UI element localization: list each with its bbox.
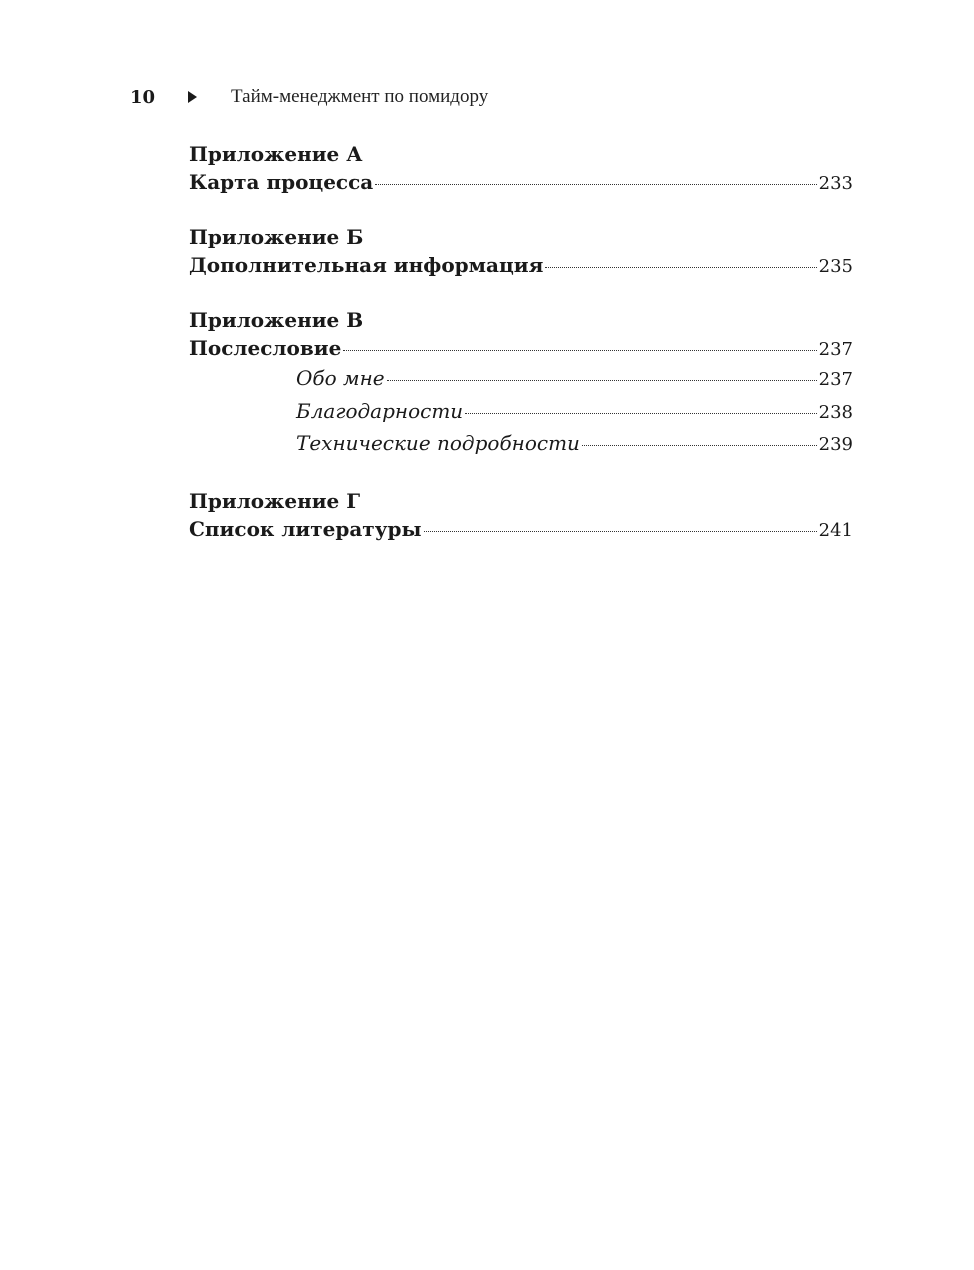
section-heading: Приложение В bbox=[189, 308, 364, 332]
toc-entry-title: Дополнительная информация bbox=[189, 253, 544, 277]
section-heading: Приложение Б bbox=[189, 225, 364, 249]
table-of-contents bbox=[189, 140, 853, 570]
toc-entry-page: 235 bbox=[818, 256, 853, 277]
toc-section-appendix-v bbox=[189, 306, 853, 460]
toc-entry-page: 241 bbox=[818, 519, 853, 541]
toc-entry-page: 233 bbox=[818, 173, 853, 194]
toc-entry-page: 237 bbox=[818, 339, 853, 360]
toc-subentry[interactable] bbox=[189, 395, 853, 428]
toc-entry-title: Послесловие bbox=[189, 336, 342, 360]
dot-leader bbox=[387, 380, 817, 381]
toc-entry-title: Благодарности bbox=[296, 398, 464, 423]
toc-section-appendix-g bbox=[189, 487, 853, 543]
dot-leader bbox=[582, 445, 817, 446]
toc-entry-title: Карта процесса bbox=[189, 170, 374, 194]
toc-subentry[interactable] bbox=[189, 362, 853, 395]
page-header bbox=[130, 84, 488, 110]
dot-leader bbox=[424, 531, 817, 532]
toc-subentry[interactable] bbox=[189, 427, 853, 460]
page-number: 10 bbox=[130, 86, 156, 108]
running-title: Тайм-менеджмент по помидору bbox=[231, 86, 489, 107]
toc-section-appendix-b bbox=[189, 223, 853, 279]
triangle-right-icon bbox=[188, 91, 197, 103]
toc-entry-title: Список литературы bbox=[189, 516, 422, 541]
toc-entry[interactable] bbox=[189, 251, 853, 279]
toc-entry[interactable] bbox=[189, 168, 853, 196]
section-heading: Приложение Г bbox=[189, 488, 361, 513]
section-heading: Приложение А bbox=[189, 142, 363, 166]
dot-leader bbox=[545, 267, 816, 268]
toc-entry[interactable] bbox=[189, 334, 853, 362]
dot-leader bbox=[375, 184, 816, 185]
toc-section-appendix-a bbox=[189, 140, 853, 196]
toc-entry-page: 239 bbox=[818, 434, 853, 455]
toc-entry-title: Обо мне bbox=[296, 366, 385, 390]
toc-entry[interactable] bbox=[189, 515, 853, 543]
toc-entry-page: 238 bbox=[818, 401, 853, 423]
dot-leader bbox=[343, 350, 816, 351]
dot-leader bbox=[465, 413, 816, 414]
toc-entry-title: Технические подробности bbox=[296, 431, 580, 455]
toc-entry-page: 237 bbox=[818, 369, 853, 390]
